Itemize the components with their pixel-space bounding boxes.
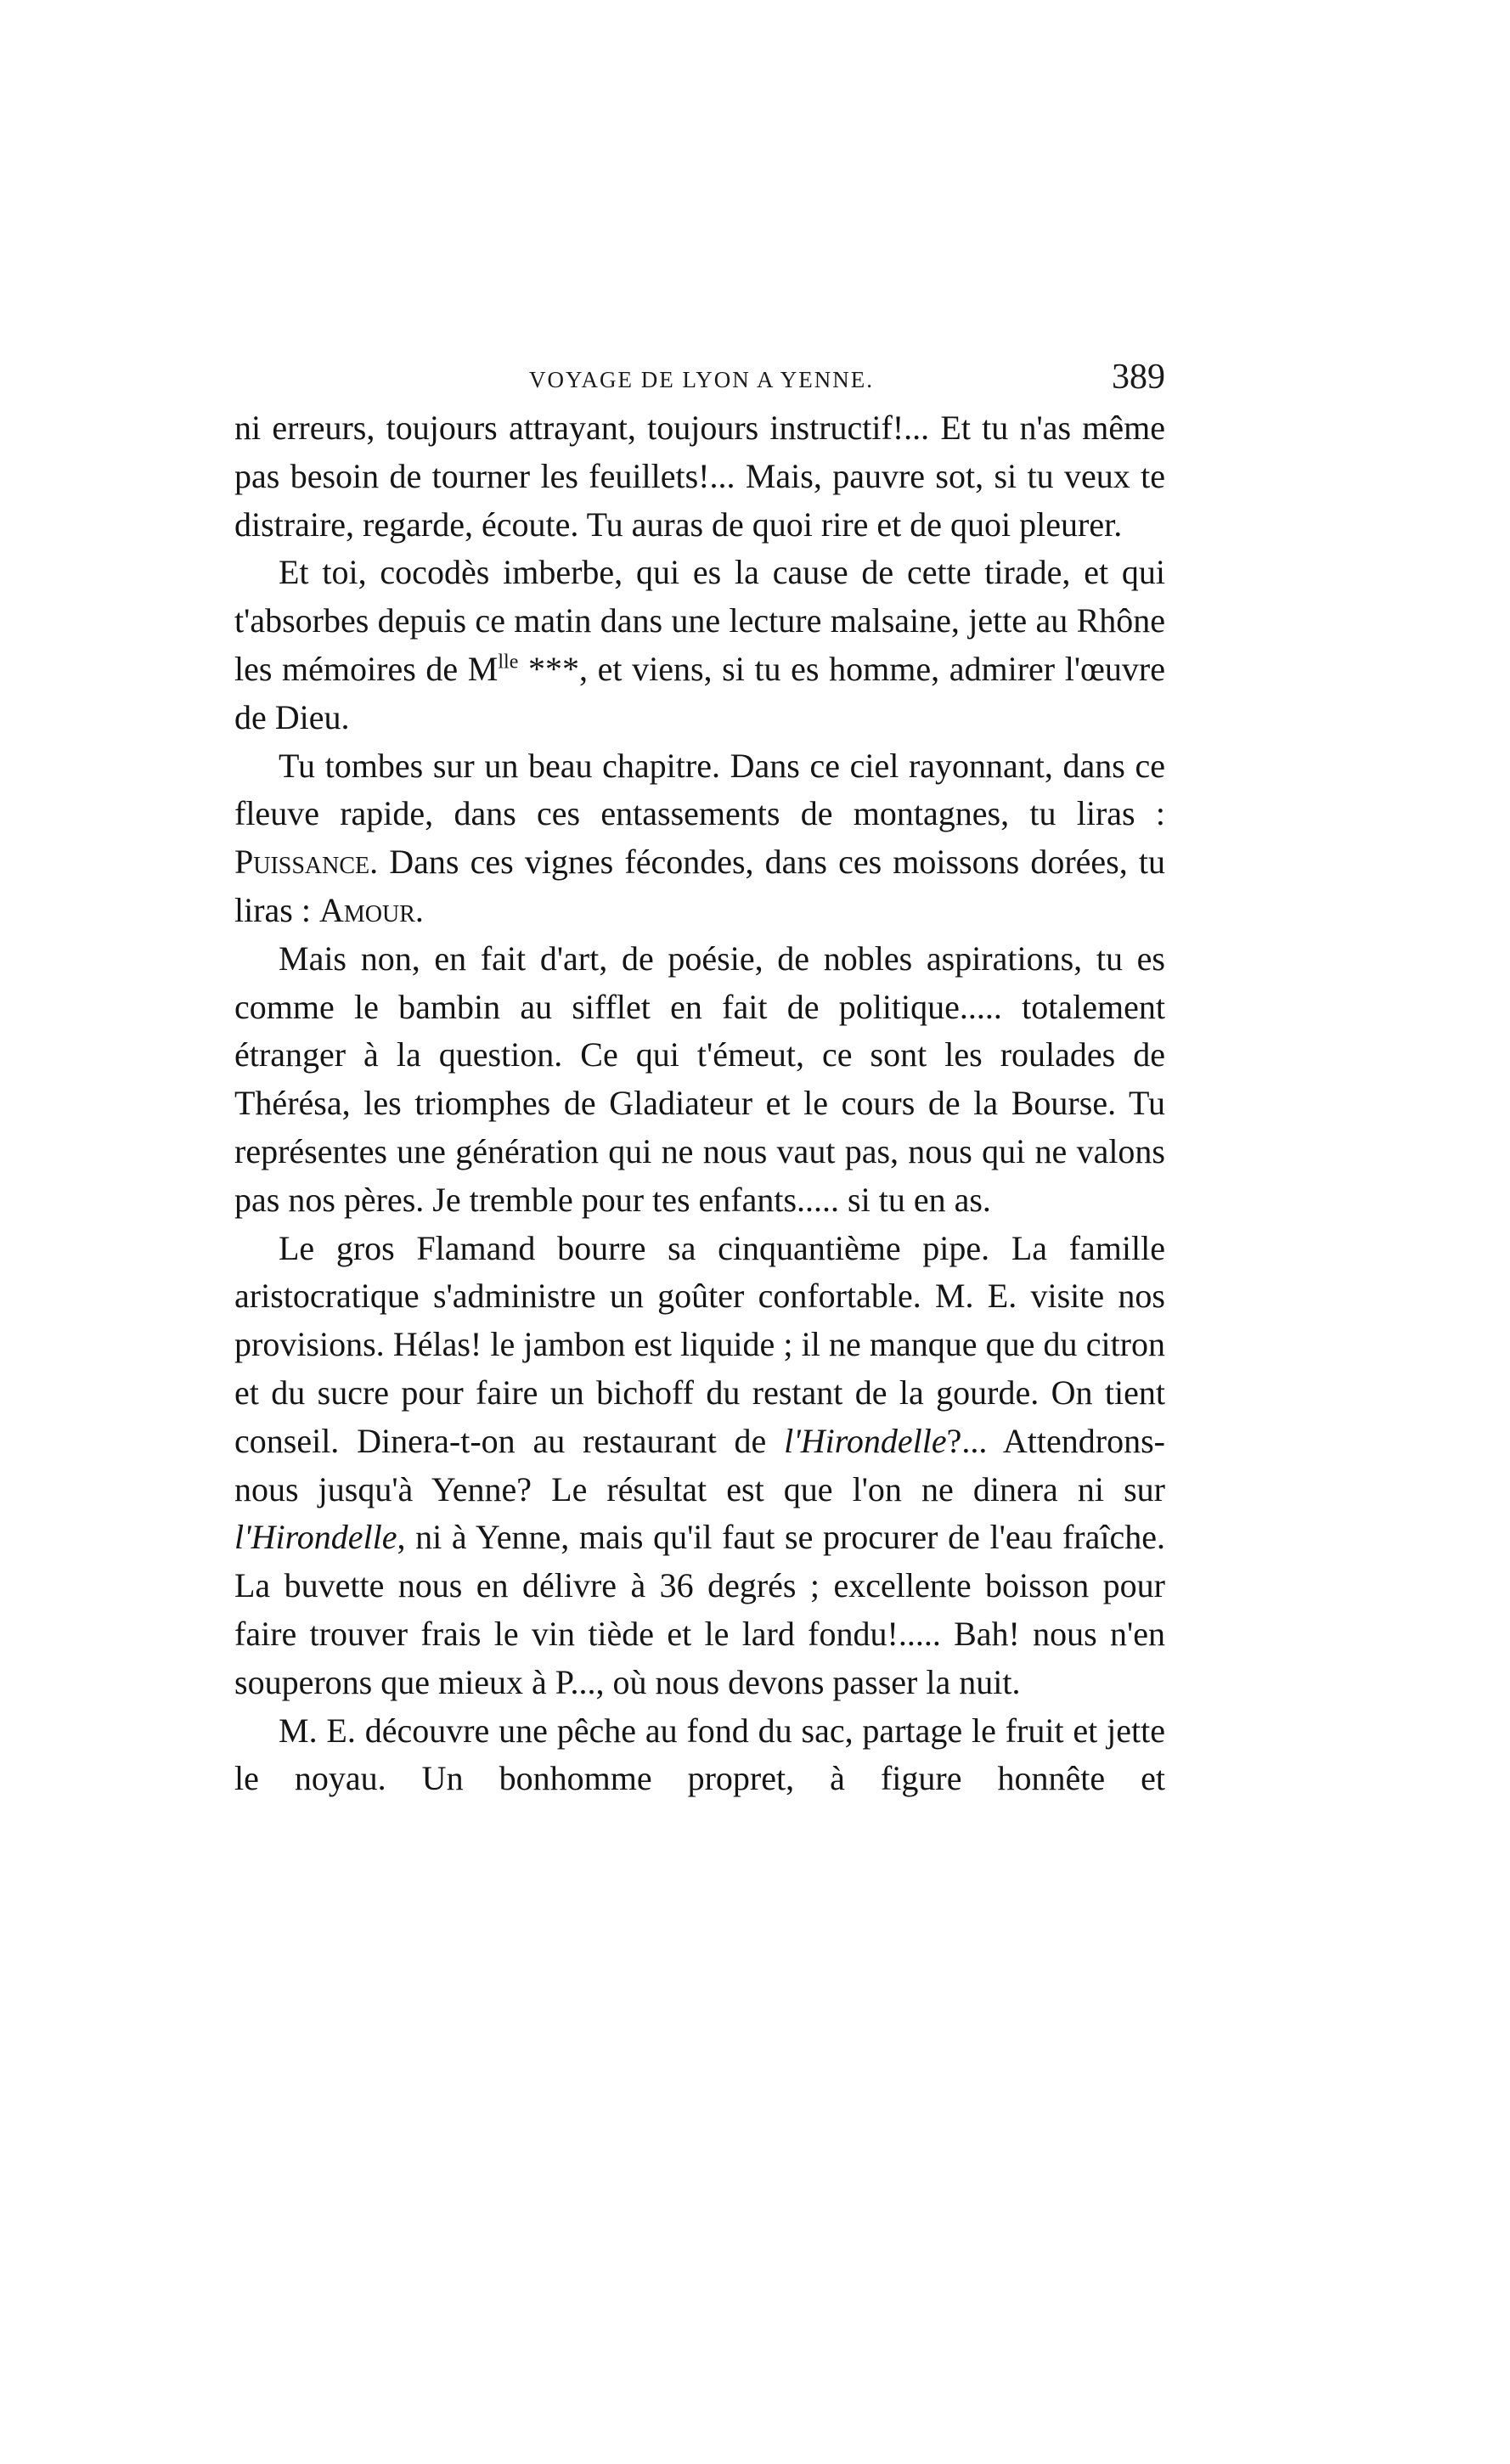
paragraph-1-text: ni erreurs, toujours attrayant, toujours instructif!... Et tu n'as même pas besoin de tourner les feuillets!... Mais, pauvre sot, si tu veux te distraire, regarde, écoute. Tu auras de quoi rire et de quoi pleurer. <box>234 409 1165 544</box>
superscript-lle: lle <box>498 651 519 674</box>
paragraph-1 <box>234 404 1165 549</box>
running-title: VOYAGE DE LYON A YENNE. <box>528 367 875 392</box>
paragraph-6-text: M. E. découvre une pêche au fond du sac, partage le fruit et jette le noyau. Un bonhomme propret, à figure honnête et <box>234 1711 1165 1798</box>
paragraph-2-text-b: ***, et viens, si tu es homme, admirer l'œuvre de Dieu. <box>234 649 1165 736</box>
paragraph-5-text-c: , ni à Yenne, mais qu'il faut se procurer de l'eau fraîche. La buvette nous en délivre à 36 degrés ; excellente boisson pour faire trouver frais le vin tiède et le lard fondu!..... Bah! nous n'en souperons que mieux à P..., où nous devons passer la nuit. <box>234 1518 1165 1701</box>
paragraph-5-text-b: ?... Attendrons-nous jusqu'à Yenne? Le résultat est que l'on ne dinera ni sur <box>234 1421 1165 1508</box>
paragraph-3-text-a: Tu tombes sur un beau chapitre. Dans ce ciel rayonnant, dans ce fleuve rapide, dans ces entassements de montagnes, tu liras : <box>234 746 1165 833</box>
paragraph-6 <box>234 1707 1165 1804</box>
page-number: 389 <box>1112 358 1165 397</box>
running-head <box>238 357 1165 408</box>
small-caps-amour: Amour <box>318 890 415 929</box>
paragraph-5-text-a: Le gros Flamand bourre sa cinquantième pipe. La famille aristocratique s'administre un goûter confortable. M. E. visite nos provisions. Hélas! le jambon est liquide ; il ne manque que du citron et du sucre pour faire un bichoff du restant de la gourde. On tient conseil. Dinera-t-on au restaurant de <box>234 1228 1165 1460</box>
paragraph-4 <box>234 935 1165 1225</box>
italic-hirondelle-2: l'Hirondelle <box>234 1518 397 1557</box>
paragraph-4-text: Mais non, en fait d'art, de poésie, de nobles aspirations, tu es comme le bambin au sifflet en fait de politique..... totalement étranger à la question. Ce qui t'émeut, ce sont les roulades de Thérésa, les triomphes de Gladiateur et le cours de la Bourse. Tu représentes une génération qui ne nous vaut pas, nous qui ne valons pas nos pères. Je tremble pour tes enfants..... si tu en as. <box>234 939 1165 1219</box>
paragraph-2 <box>234 549 1165 741</box>
paragraph-3 <box>234 742 1165 935</box>
paragraph-5 <box>234 1225 1165 1707</box>
italic-hirondelle-1: l'Hirondelle <box>784 1421 947 1460</box>
paragraph-3-text-c: . <box>414 890 424 929</box>
body-text <box>234 404 1165 1803</box>
paragraph-2-text-a: Et toi, cocodès imberbe, qui es la cause de cette tirade, et qui t'absorbes depuis ce matin dans une lecture malsaine, jette au Rhône les mémoires de M <box>234 553 1165 688</box>
paragraph-3-text-b: . Dans ces vignes fécondes, dans ces moissons dorées, tu liras : <box>234 843 1165 929</box>
small-caps-puissance: Puissance <box>234 843 370 882</box>
